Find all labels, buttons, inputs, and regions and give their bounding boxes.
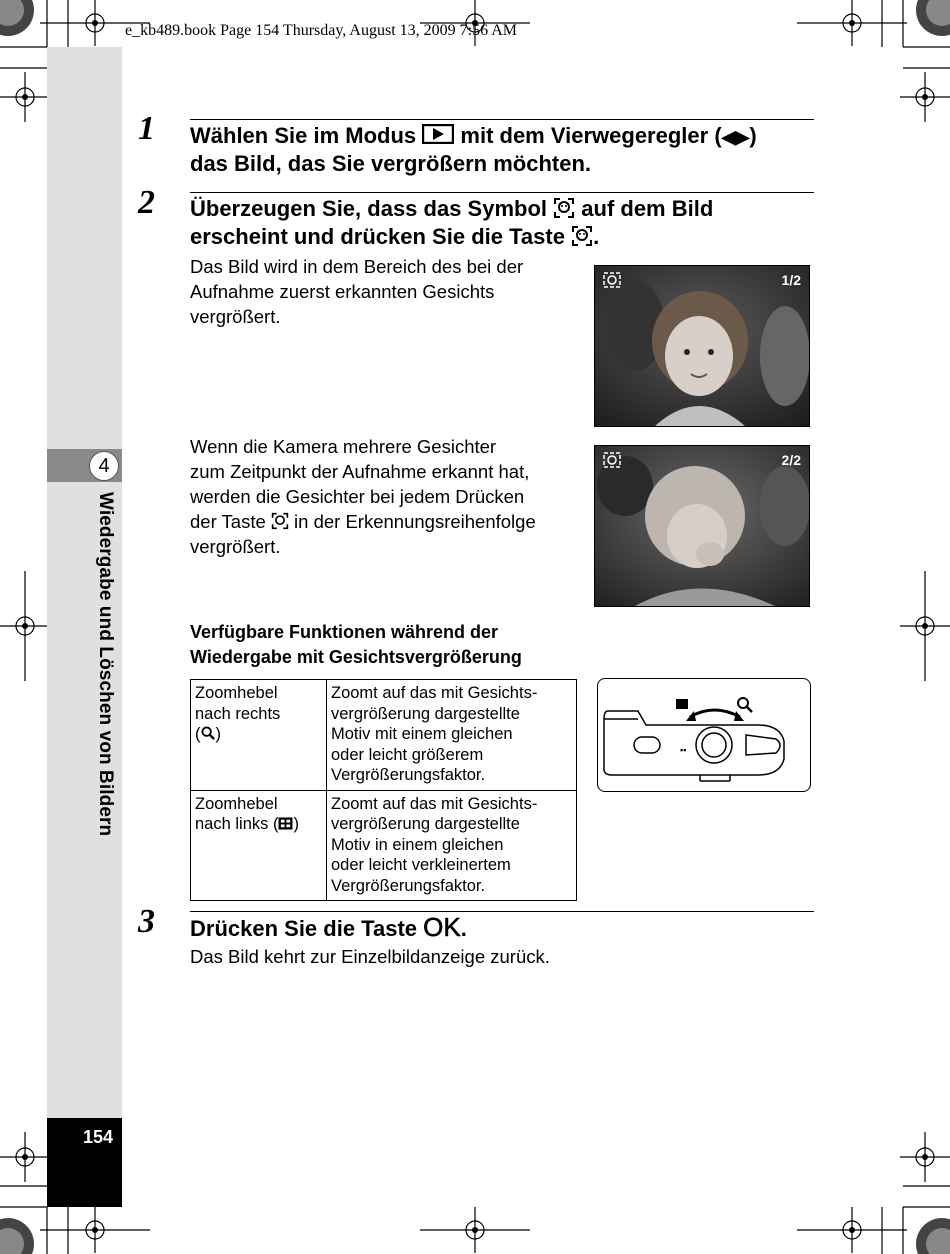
control-inline: nach links (: [195, 815, 279, 833]
table-row: [191, 790, 577, 901]
step3-heading: [190, 913, 467, 943]
description-line: Vergrößerungsfaktor.: [331, 766, 486, 784]
child-portrait-image: [595, 266, 809, 426]
step2-heading: [190, 195, 713, 223]
description-line: Motiv mit einem gleichen: [331, 725, 513, 743]
step2-paragraph-1: [190, 254, 523, 329]
face-detect-icon: [603, 272, 621, 291]
step2-paragraph-2: [190, 434, 536, 559]
description-cell: [327, 790, 577, 901]
step1-heading-line2: das Bild, das Sie vergrößern möchten.: [190, 151, 591, 176]
control-cell: [191, 680, 327, 791]
para1-line: Das Bild wird in dem Bereich des bei der: [190, 256, 524, 277]
description-line: vergrößerung dargestellte: [331, 815, 520, 833]
image-counter: 2/2: [781, 452, 801, 468]
image-counter: 1/2: [781, 272, 801, 288]
face-button-icon: [571, 225, 593, 247]
step1-heading-b: mit dem Vierwegeregler (: [460, 123, 722, 148]
control-line: [195, 814, 322, 835]
chapter-number: 4: [89, 451, 119, 481]
step3-rule: [190, 911, 814, 912]
page-number: 154: [83, 1127, 114, 1147]
description-line: Vergrößerungsfaktor.: [331, 876, 486, 895]
face-button-icon: [553, 197, 575, 219]
para2-line: Wenn die Kamera mehrere Gesichter: [190, 436, 497, 457]
child-eating-image: [595, 446, 809, 606]
step1-heading-c: ): [749, 123, 757, 148]
step2-heading-line2: [190, 223, 599, 251]
para2-line: [190, 509, 536, 534]
step2-rule: [190, 192, 814, 193]
para2-line: werden die Gesichter bei jedem Drücken: [190, 486, 525, 507]
zoom-lever-illustration: [598, 679, 810, 791]
table-row: [191, 680, 577, 791]
thumbnail-icon: [278, 817, 293, 830]
functions-title-line: Verfügbare Funktionen während der: [190, 622, 499, 642]
para2-line: vergrößert.: [190, 536, 281, 557]
step1-number: 1: [138, 110, 155, 147]
chapter-title: Wiedergabe und Löschen von Bildern: [95, 492, 116, 837]
step1-heading-a: Wählen Sie im Modus: [190, 123, 417, 148]
close-paren: ): [215, 725, 221, 743]
close-paren: ): [293, 815, 299, 833]
step1-rule: [190, 119, 814, 120]
control-cell: [191, 790, 327, 901]
para2-taste: der Taste: [190, 511, 266, 532]
open-paren: (: [195, 725, 201, 743]
step3-body: Das Bild kehrt zur Einzelbildanzeige zurück.: [190, 946, 550, 967]
description-line: Motiv in einem gleichen: [331, 835, 504, 854]
control-line: [195, 724, 322, 745]
para1-line: Aufnahme zuerst erkannten Gesichts: [190, 281, 495, 302]
step3-heading-end: .: [460, 916, 467, 941]
description-line: oder leicht größerem: [331, 745, 484, 764]
step2-heading-line2-text: erscheint und drücken Sie die Taste: [190, 224, 565, 249]
functions-title-line: Wiedergabe mit Gesichtsvergrößerung: [190, 647, 522, 667]
left-arrow-icon: ◀: [721, 127, 736, 147]
camera-top-diagram: [597, 678, 811, 792]
svg-text:▪▪: ▪▪: [680, 745, 687, 755]
magnifier-icon: [201, 726, 216, 741]
description-line: oder leicht verkleinertem: [331, 856, 511, 874]
ok-button-label: OK: [423, 912, 461, 942]
face-button-icon: [271, 512, 289, 530]
step2-heading-b: auf dem Bild: [581, 196, 714, 221]
description-line: Zoomt auf das mit Gesichts-: [331, 794, 538, 813]
para2-after: in der Erkennungsreihenfolge: [294, 511, 536, 532]
step2-heading-end: .: [593, 224, 600, 249]
functions-title: [190, 620, 522, 670]
playback-photo-2: [594, 445, 810, 607]
para1-line: vergrößert.: [190, 306, 281, 327]
control-line: Zoomhebel: [195, 684, 278, 702]
play-mode-icon: [422, 124, 454, 144]
functions-table: [190, 679, 577, 901]
step2-number: 2: [138, 184, 155, 221]
step1-heading: [190, 122, 757, 151]
description-line: Zoomt auf das mit Gesichts-: [331, 684, 538, 702]
step3-number: 3: [138, 903, 155, 940]
control-line: nach rechts: [195, 704, 281, 723]
playback-photo-1: [594, 265, 810, 427]
description-line: vergrößerung dargestellte: [331, 704, 520, 723]
description-cell: [327, 680, 577, 791]
step2-heading-a: Überzeugen Sie, dass das Symbol: [190, 196, 548, 221]
right-arrow-icon: ▶: [735, 127, 750, 147]
step3-heading-text: Drücken Sie die Taste: [190, 916, 418, 941]
print-info-line: e_kb489.book Page 154 Thursday, August 13, 2009 7:56 AM: [125, 22, 517, 39]
control-line: Zoomhebel: [195, 794, 278, 813]
para2-line: zum Zeitpunkt der Aufnahme erkannt hat,: [190, 461, 530, 482]
face-detect-icon: [603, 452, 621, 471]
